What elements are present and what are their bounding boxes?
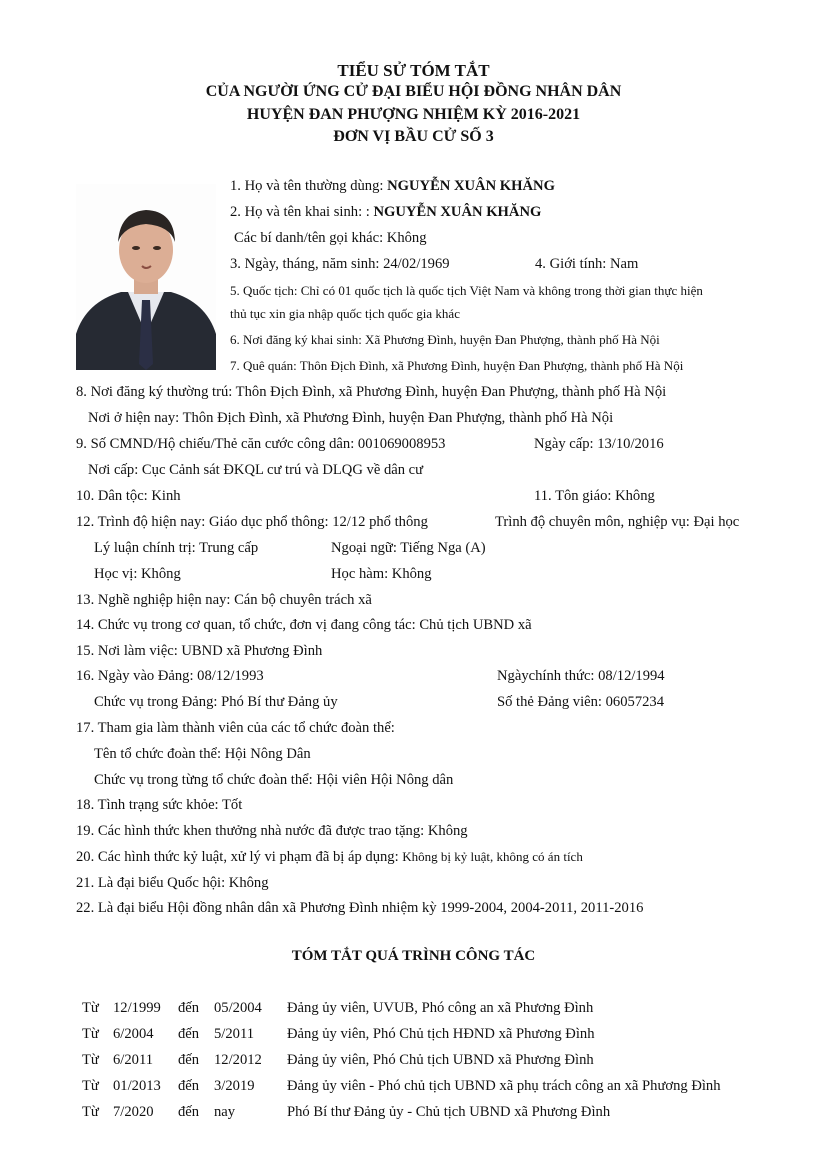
info-professional-level: Trình độ chuyên môn, nghiệp vụ: Đại học	[495, 514, 740, 530]
work-to: nay	[214, 1104, 236, 1120]
info-workplace: 15. Nơi làm việc: UBND xã Phương Đình	[76, 643, 323, 659]
info-organization-name: Tên tổ chức đoàn thể: Hội Nông Dân	[94, 746, 311, 762]
info-id-issue-date: Ngày cấp: 13/10/2016	[534, 436, 664, 452]
info-education: 12. Trình độ hiện nay: Giáo dục phổ thông: 12/12 phổ thông	[76, 514, 428, 530]
discipline-value: Không bị kỷ luật, không có án tích	[402, 849, 583, 864]
info-nationality: 5. Quốc tịch: Chỉ có 01 quốc tịch là quốc tịch Việt Nam và không trong thời gian thực hiện	[230, 283, 703, 298]
work-to: 3/2019	[214, 1078, 255, 1094]
work-desc: Đảng ủy viên - Phó chủ tịch UBND xã phụ trách công an xã Phương Đình	[287, 1078, 721, 1094]
info-awards: 19. Các hình thức khen thưởng nhà nước đã được trao tặng: Không	[76, 823, 468, 839]
work-from: 7/2020	[113, 1104, 154, 1120]
info-hometown: 7. Quê quán: Thôn Địch Đình, xã Phương Đình, huyện Đan Phượng, thành phố Hà Nội	[230, 358, 684, 373]
info-current-address: Nơi ở hiện nay: Thôn Địch Đình, xã Phương Đình, huyện Đan Phượng, thành phố Hà Nội	[88, 410, 614, 426]
info-organization-role: Chức vụ trong từng tổ chức đoàn thể: Hội viên Hội Nông dân	[94, 772, 454, 788]
work-from: 6/2004	[113, 1026, 154, 1042]
work-desc: Đảng ủy viên, Phó Chủ tịch UBND xã Phương Đình	[287, 1052, 594, 1068]
info-permanent-address: 8. Nơi đăng ký thường trú: Thôn Địch Đình, xã Phương Đình, huyện Đan Phượng, thành phố Hà Nội	[76, 384, 667, 400]
info-occupation: 13. Nghề nghiệp hiện nay: Cán bộ chuyên trách xã	[76, 592, 372, 608]
document-page: TIỂU SỬ TÓM TẮT CỦA NGƯỜI ỨNG CỬ ĐẠI BIỂU HỘI ĐỒNG NHÂN DÂN HUYỆN ĐAN PHƯỢNG NHIỆM KỲ 2016-2021 ĐƠN VỊ BẦU CỬ SỐ 3 1. Họ và tên thường dùng: NGUYỄN XUÂN KHĂNG 2. Họ và tên khai sinh: : NGUYỄN XUÂN KHĂNG Các bí danh/tên gọi khác: Không 3. Ngày, tháng, năm sinh: 24/02/1969 4. Giới tính: Nam 5. Quốc tịch: Chỉ có 01 quốc tịch là quốc tịch Việt Nam và không trong thời gian thực hiện thủ tục xin gia nhập quốc tịch quốc gia khác 6. Nơi đăng ký khai sinh: Xã Phương Đình, huyện Đan Phượng, thành phố Hà Nội 7. Quê quán: Thôn Địch Đình, xã Phương Đình, huyện Đan Phượng, thành phố Hà Nội 8. Nơi đăng ký thường trú: Thôn Địch Đình, xã Phương Đình, huyện Đan Phượng, thành phố Hà Nội Nơi ở hiện nay: Thôn Địch Đình, xã Phương Đình, huyện Đan Phượng, thành phố Hà Nội 9. Số CMND/Hộ chiếu/Thẻ căn cước công dân: 001069008953 Ngày cấp: 13/10/2016 Nơi cấp: Cục Cảnh sát ĐKQL cư trú và DLQG về dân cư 10. Dân tộc: Kinh 11. Tôn giáo: Không 12. Trình độ hiện nay: Giáo dục phổ thông: 12/12 phổ thông Trình độ chuyên môn, nghiệp vụ: Đại học Lý luận chính trị: Trung cấp Ngoại ngữ: Tiếng Nga (A) Học vị: Không Học hàm: Không 13. Nghề nghiệp hiện nay: Cán bộ chuyên trách xã 14. Chức vụ trong cơ quan, tổ chức, đơn vị đang công tác: Chủ tịch UBND xã 15. Nơi làm việc: UBND xã Phương Đình 16. Ngày vào Đảng: 08/12/1993 Ngàychính thức: 08/12/1994 Chức vụ trong Đảng: Phó Bí thư Đảng ủy Số thẻ Đảng viên: 06057234 17. Tham gia làm thành viên của các tổ chức đoàn thể: Tên tổ chức đoàn thể: Hội Nông Dân Chức vụ trong từng tổ chức đoàn thể: Hội viên Hội Nông dân 18. Tình trạng sức khỏe: Tốt 19. Các hình thức khen thưởng nhà nước đã được trao tặng: Không 20. Các hình thức kỷ luật, xử lý vi phạm đã bị áp dụng: Không bị kỷ luật, không có án tích 21. Là đại biểu Quốc hội: Không 22. Là đại biểu Hội đồng nhân dân xã Phương Đình nhiệm kỳ 1999-2004, 2004-2011, 2011-2016 TÓM TẮT QUÁ TRÌNH CÔNG TÁC Từ 12/1999 đến 05/2004 Đảng ủy viên, UVUB, Phó công an xã Phương Đình Từ 6/2004 đến 5/2011 Đảng ủy viên, Phó Chủ tịch HĐND xã Phương Đình Từ 6/2011 đến 12/2012 Đảng ủy viên, Phó Chủ tịch UBND xã Phương Đình Từ 01/2013 đến 3/2019 Đảng ủy viên - Phó chủ tịch UBND xã phụ trách công an xã Phương Đình Từ 7/2020 đến nay Phó Bí thư Đảng ủy - Chủ tịch UBND xã Phương Đình	[0, 0, 827, 1169]
info-political-theory: Lý luận chính trị: Trung cấp	[94, 540, 259, 556]
doc-title: TIỂU SỬ TÓM TẮT	[337, 61, 490, 80]
work-from: 12/1999	[113, 1000, 161, 1016]
work-desc: Đảng ủy viên, UVUB, Phó công an xã Phương Đình	[287, 1000, 594, 1016]
doc-subtitle-1: CỦA NGƯỜI ỨNG CỬ ĐẠI BIỂU HỘI ĐỒNG NHÂN DÂN	[205, 83, 622, 100]
doc-subtitle-3: ĐƠN VỊ BẦU CỬ SỐ 3	[333, 128, 494, 145]
info-council-member: 22. Là đại biểu Hội đồng nhân dân xã Phương Đình nhiệm kỳ 1999-2004, 2004-2011, 2011-2016	[76, 900, 644, 916]
birth-name-value: NGUYỄN XUÂN KHĂNG	[373, 204, 542, 220]
info-id-number: 9. Số CMND/Hộ chiếu/Thẻ căn cước công dân: 001069008953	[76, 436, 446, 452]
info-party-join-date: 16. Ngày vào Đảng: 08/12/1993	[76, 668, 264, 684]
work-desc: Phó Bí thư Đảng ủy - Chủ tịch UBND xã Phương Đình	[287, 1104, 611, 1120]
work-history-title: TÓM TẮT QUÁ TRÌNH CÔNG TÁC	[291, 948, 536, 964]
info-health: 18. Tình trạng sức khỏe: Tốt	[76, 797, 243, 813]
info-academic-degree: Học vị: Không	[94, 566, 181, 582]
work-desc: Đảng ủy viên, Phó Chủ tịch HĐND xã Phương Đình	[287, 1026, 595, 1042]
info-birthdate: 3. Ngày, tháng, năm sinh: 24/02/1969	[230, 256, 450, 272]
info-academic-rank: Học hàm: Không	[331, 566, 432, 582]
work-from: 01/2013	[113, 1078, 161, 1094]
info-organizations: 17. Tham gia làm thành viên của các tổ chức đoàn thể:	[76, 720, 395, 736]
info-birth-name: 2. Họ và tên khai sinh: : NGUYỄN XUÂN KHĂNG	[230, 204, 542, 220]
work-to: 5/2011	[214, 1026, 254, 1042]
work-to: 05/2004	[214, 1000, 262, 1016]
common-name-value: NGUYỄN XUÂN KHĂNG	[387, 178, 555, 194]
info-position: 14. Chức vụ trong cơ quan, tổ chức, đơn vị đang công tác: Chủ tịch UBND xã	[76, 617, 532, 633]
info-nationality-cont: thủ tục xin gia nhập quốc tịch quốc gia khác	[230, 306, 460, 321]
work-to: 12/2012	[214, 1052, 262, 1068]
info-common-name: 1. Họ và tên thường dùng: NGUYỄN XUÂN KHĂNG	[230, 178, 555, 194]
work-from: 6/2011	[113, 1052, 153, 1068]
doc-subtitle-2: HUYỆN ĐAN PHƯỢNG NHIỆM KỲ 2016-2021	[246, 106, 581, 123]
info-id-issuer: Nơi cấp: Cục Cảnh sát ĐKQL cư trú và DLQG về dân cư	[88, 462, 424, 478]
info-gender: 4. Giới tính: Nam	[535, 256, 639, 272]
info-religion: 11. Tôn giáo: Không	[534, 488, 655, 504]
info-ethnicity: 10. Dân tộc: Kinh	[76, 488, 181, 504]
info-party-position: Chức vụ trong Đảng: Phó Bí thư Đảng ủy	[94, 694, 338, 710]
info-party-card: Số thẻ Đảng viên: 06057234	[497, 694, 665, 710]
info-national-assembly: 21. Là đại biểu Quốc hội: Không	[76, 875, 269, 891]
info-aliases: Các bí danh/tên gọi khác: Không	[234, 230, 427, 246]
info-discipline: 20. Các hình thức kỷ luật, xử lý vi phạm đã bị áp dụng: Không bị kỷ luật, không có án tích	[76, 849, 583, 865]
info-foreign-language: Ngoại ngữ: Tiếng Nga (A)	[331, 540, 486, 556]
info-party-official-date: Ngàychính thức: 08/12/1994	[497, 668, 665, 684]
portrait-photo	[76, 184, 216, 370]
info-birth-registration: 6. Nơi đăng ký khai sinh: Xã Phương Đình, huyện Đan Phượng, thành phố Hà Nội	[230, 332, 660, 347]
